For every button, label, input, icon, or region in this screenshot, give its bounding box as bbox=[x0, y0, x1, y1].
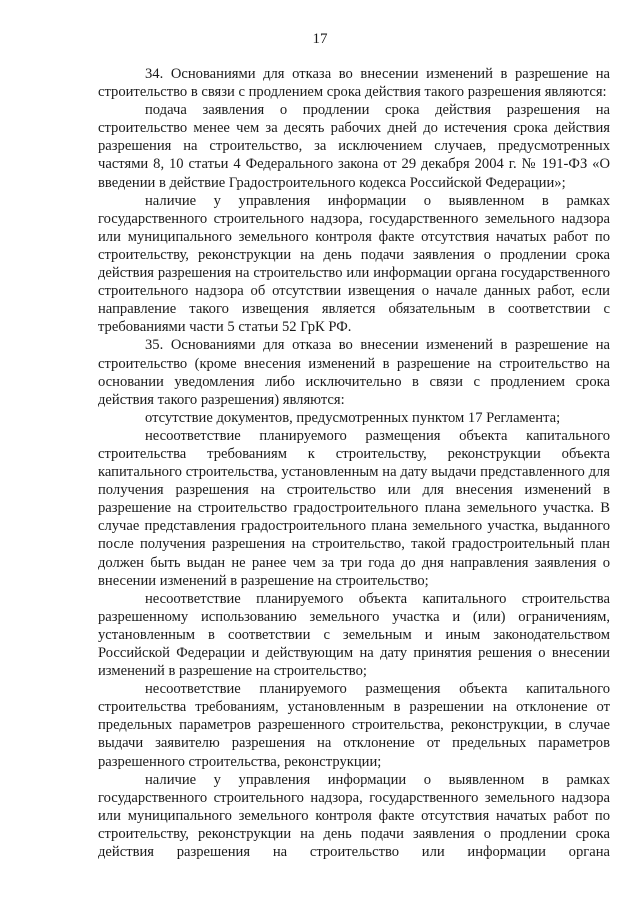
paragraph: 35. Основаниями для отказа во внесении изменений в разрешение на строительство (кроме внесения изменений в разрешение на строительство на основании уведомления либо исключительно в связи с продлением срока действия такого разрешения) являются: bbox=[98, 337, 610, 408]
paragraph: несоответствие планируемого размещения объекта капитального строительства требованиям, установленным в разрешении на отклонение от предельных параметров разрешенного строительства, реконструкции, в случае выдачи заявителю разрешения на отклонение от предельных параметров разрешенного строительства, реконструкции; bbox=[98, 681, 610, 770]
paragraph: отсутствие документов, предусмотренных пунктом 17 Регламента; bbox=[145, 409, 561, 426]
paragraph: 34. Основаниями для отказа во внесении изменений в разрешение на строительство в связи с продлением срока действия такого разрешения являются: bbox=[98, 66, 610, 101]
paragraph: наличие у управления информации о выявленном в рамках государственного строительного надзора, государственного земельного надзора или муниципального земельного контроля факте отсутствия начатых работ по строительству, реконструкции на день подачи заявления о продлении срока действия разрешения на строительство или информации органа государственного строительного надзора об отсутствии извещения о начале данных работ, если направление такого извещения является обязательным в соответствии с требованиями части 5 статьи 52 ГрК РФ. bbox=[98, 192, 610, 336]
page-number: 17 bbox=[312, 31, 328, 47]
paragraph: подача заявления о продлении срока действия разрешения на строительство менее чем за десять рабочих дней до истечения срока действия разрешения на строительство, за исключением случаев, предусмотренных частями 8, 10 статьи 4 Федерального закона от 29 декабря 2004 г. № 191-ФЗ «О введении в действие Градостроительного кодекса Российской Федерации»; bbox=[98, 102, 610, 191]
paragraph: несоответствие планируемого размещения объекта капитального строительства требованиям к строительству, реконструкции объекта капитального строительства, установленным на дату выдачи представленного для получения разрешения на строительство или для внесения изменений в разрешение на строительство градостроительного плана земельного участка. В случае представления градостроительного плана земельного участка, выданного после получения разрешения на строительство, такой градостроительный план должен быть выдан не ранее чем за три года до дня направления заявления о внесении изменений в разрешение на строительство; bbox=[98, 427, 610, 589]
body-text bbox=[98, 65, 610, 861]
paragraph: наличие у управления информации о выявленном в рамках государственного строительного надзора, государственного земельного надзора или муниципального земельного контроля факте отсутствия начатых работ по строительству, реконструкции на день подачи заявления о продлении срока действия разрешения на строительство или информации органа bbox=[98, 771, 610, 861]
paragraph: несоответствие планируемого объекта капитального строительства разрешенному использованию земельного участка и (или) ограничениям, установленным в соответствии с земельным и иным законодательством Российской Федерации и действующим на дату принятия решения о внесении изменений в разрешение на строительство; bbox=[98, 590, 610, 680]
